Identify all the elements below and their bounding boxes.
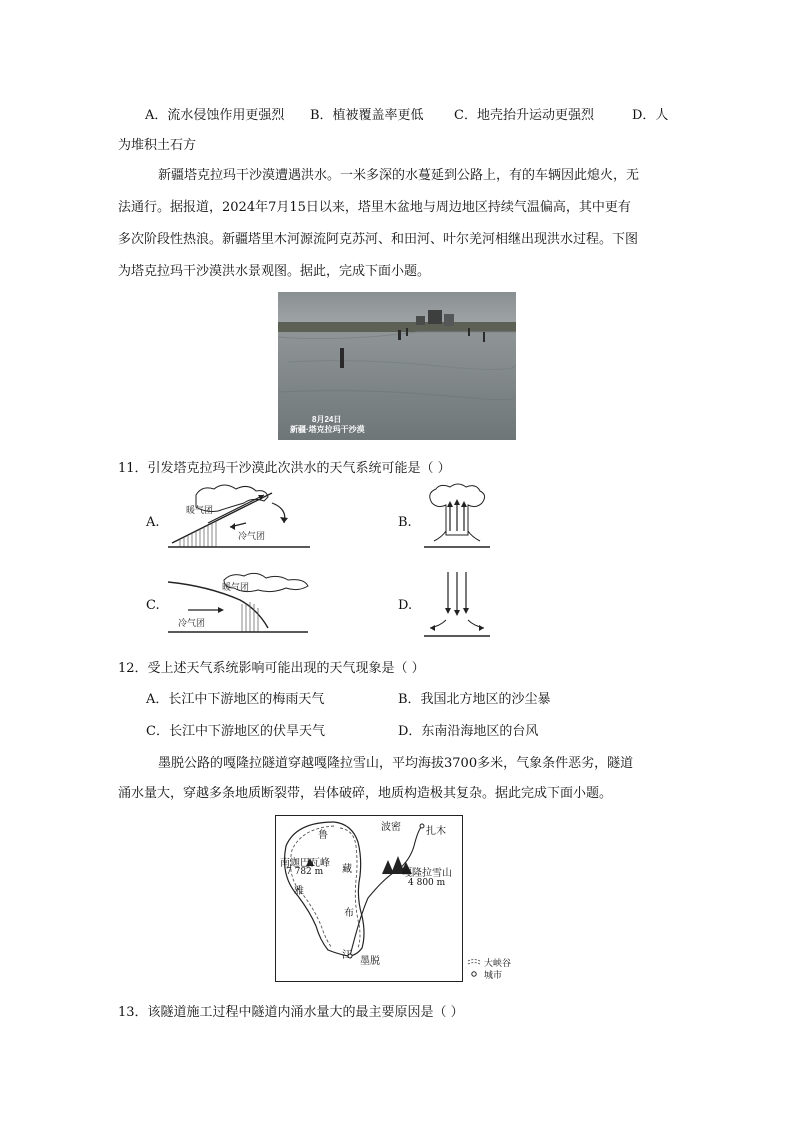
flood-photo-art: [278, 292, 516, 440]
map-place-galongla: 嘎隆拉雪山: [402, 868, 452, 879]
q11-option-a-label[interactable]: A.: [146, 515, 160, 530]
passage1-line: 法通行。据报道，2024年7月15日以来，塔里木盆地与周边地区持续气温偏高，其中更有: [118, 200, 631, 215]
q11-option-c-label[interactable]: C.: [146, 598, 160, 613]
passage1-line: 为塔克拉玛干沙漠洪水景观图。据此，完成下面小题。: [118, 264, 431, 279]
high-pressure-diagram[interactable]: [424, 570, 490, 642]
map-river-char: 藏: [342, 864, 352, 875]
passage2-line: 涌水量大，穿越多条地质断裂带，岩体破碎，地质构造极其复杂。据此完成下面小题。: [118, 786, 613, 801]
cold-air-label-c: 冷气团: [178, 619, 206, 629]
map-river-char: 雅: [294, 886, 304, 897]
low-pressure-diagram[interactable]: [424, 483, 490, 555]
passage2-line: 墨脱公路的嘎隆拉隧道穿越嘎隆拉雪山，平均海拔3700多米，气象条件恶劣，隧道: [158, 756, 634, 771]
prev-option-b: B．植被覆盖率更低: [310, 108, 424, 123]
map-namjagbarwa-elev: 7 782 m: [286, 867, 324, 877]
flood-photo: [278, 292, 516, 440]
passage1-line: 新疆塔克拉玛干沙漠遭遇洪水。一米多深的水蔓延到公路上，有的车辆因此熄火，无: [158, 168, 640, 183]
q13-stem: 13．该隧道施工过程中隧道内涌水量大的最主要原因是（ ）: [118, 1005, 464, 1020]
map-river-char: 江: [342, 950, 352, 961]
map-river-char: 布: [344, 908, 354, 919]
q12-option-b[interactable]: B．我国北方地区的沙尘暴: [398, 692, 551, 707]
map-place-medog: 墨脱: [360, 956, 380, 967]
q11-option-d-label[interactable]: D.: [398, 598, 413, 613]
photo-caption-date: 8月24日: [312, 415, 342, 424]
cold-front-diagram[interactable]: [168, 570, 318, 638]
q12-option-c[interactable]: C．长江中下游地区的伏旱天气: [146, 724, 325, 739]
map-river-char: 鲁: [318, 830, 328, 841]
q12-option-a[interactable]: A．长江中下游地区的梅雨天气: [146, 692, 325, 707]
map-place-zhamu: 扎木: [426, 826, 446, 837]
passage1-line: 多次阶段性热浪。新疆塔里木河源流阿克苏河、和田河、叶尔羌河相继出现洪水过程。下图: [118, 232, 639, 247]
map-legend-symbols: [466, 957, 486, 981]
q11-option-b-label[interactable]: B.: [398, 515, 412, 530]
map-legend-canyon: 大峡谷: [484, 959, 512, 969]
warm-air-label-c: 暖气团: [222, 583, 250, 593]
photo-caption-place: 新疆·塔克拉玛干沙漠: [290, 425, 365, 434]
map-place-namjagbarwa: 南迦巴瓦峰: [280, 858, 330, 869]
warm-air-label: 暖气团: [186, 506, 214, 516]
prev-option-a: A．流水侵蚀作用更强烈: [145, 108, 285, 123]
warm-front-diagram[interactable]: [168, 483, 310, 553]
map-galongla-elev: 4 800 m: [408, 878, 446, 888]
q11-stem: 11．引发塔克拉玛干沙漠此次洪水的天气系统可能是（ ）: [118, 461, 451, 476]
q12-option-d[interactable]: D．东南沿海地区的台风: [398, 724, 539, 739]
cold-air-label: 冷气团: [238, 532, 266, 542]
map-legend-city: 城市: [484, 971, 503, 981]
map-place-bomi: 波密: [381, 822, 401, 833]
prev-option-d: D．人: [632, 108, 669, 123]
prev-option-c: C．地壳抬升运动更强烈: [454, 108, 594, 123]
tunnel-map: [275, 815, 463, 982]
q12-stem: 12．受上述天气系统影响可能出现的天气现象是（ ）: [118, 661, 425, 676]
prev-option-d-cont: 为堆积土石方: [118, 138, 197, 153]
